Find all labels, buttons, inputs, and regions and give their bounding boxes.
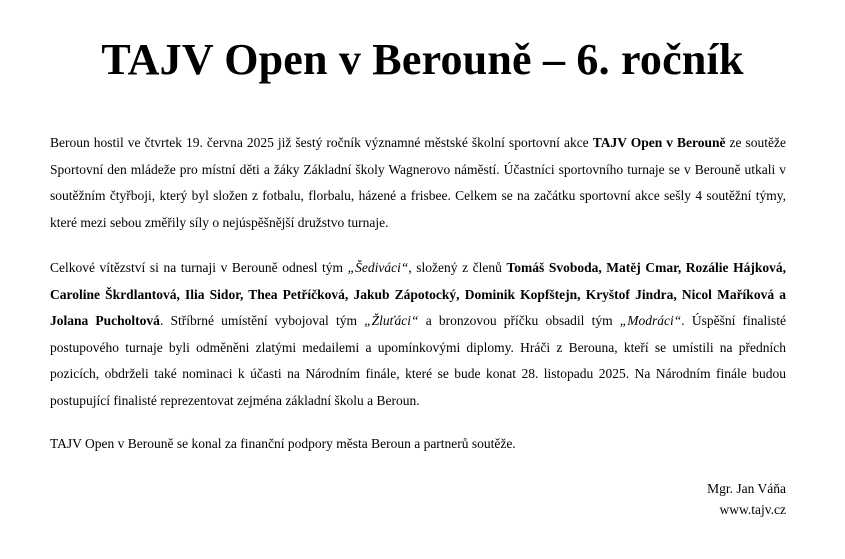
winner-team-name: „Šediváci“ — [347, 260, 409, 275]
paragraph-results — [50, 255, 786, 414]
bronze-team-name: „Modráci“ — [619, 313, 682, 328]
paragraph-intro — [50, 130, 786, 236]
page-title: TAJV Open v Berouně – 6. ročník — [101, 35, 744, 84]
paragraph-support: TAJV Open v Berouně se konal za finanční podpory města Beroun a partnerů soutěže. — [50, 436, 516, 451]
intro-text-1: Beroun hostil ve čtvrtek 19. června 2025 již šestý ročník významné městské školní sportovní akce — [50, 135, 593, 150]
author-name: Mgr. Jan Váňa — [707, 481, 786, 496]
winner-team-members: Tomáš Svoboda, Matěj Cmar, Rozálie Hájková, Caroline Škrdlantová, Ilia Sidor, Thea Petříčková, Jakub Zápotocký, Dominik Kopfštejn, Kryštof Jindra, Nicol Maříková a Jolana Pucholtová — [50, 260, 786, 328]
event-name-bold: TAJV Open v Berouně — [592, 135, 726, 150]
results-text-2: , složený z členů — [408, 260, 507, 275]
results-text-4: a bronzovou příčku obsadil tým — [418, 313, 620, 328]
signature-block — [707, 478, 786, 520]
results-text-5: . Úspěšní finalisté postupového turnaje byli odměněni zlatými medailemi a upomínkovými diplomy. Hráči z Berouna, kteří se umístili na předních pozicích, obdrželi také nominaci k účasti na Národním finále, které se bude konat 28. listopadu 2025. Na Národním finále budou postupující finalisté reprezentovat zejména základní školu a Beroun. — [50, 313, 786, 408]
website-text: www.tajv.cz — [719, 502, 786, 517]
results-text-1: Celkové vítězství si na turnaji v Berouně odnesl tým — [50, 260, 348, 275]
results-text-3: . Stříbrné umístění vybojoval tým — [159, 313, 365, 328]
silver-team-name: „Žluťáci“ — [364, 313, 419, 328]
intro-text-2: ze soutěže Sportovní den mládeže pro místní děti a žáky Základní školy Wagnerovo náměstí. Účastníci sportovního turnaje se v Berouně utkali v soutěžním čtyřboji, který byl složen z fotbalu, florbalu, házené a frisbee. Celkem se na začátku sportovní akce sešly 4 soutěžní týmy, které mezi sebou změřily síly o nejúspěšnější družstvo turnaje. — [50, 135, 786, 230]
